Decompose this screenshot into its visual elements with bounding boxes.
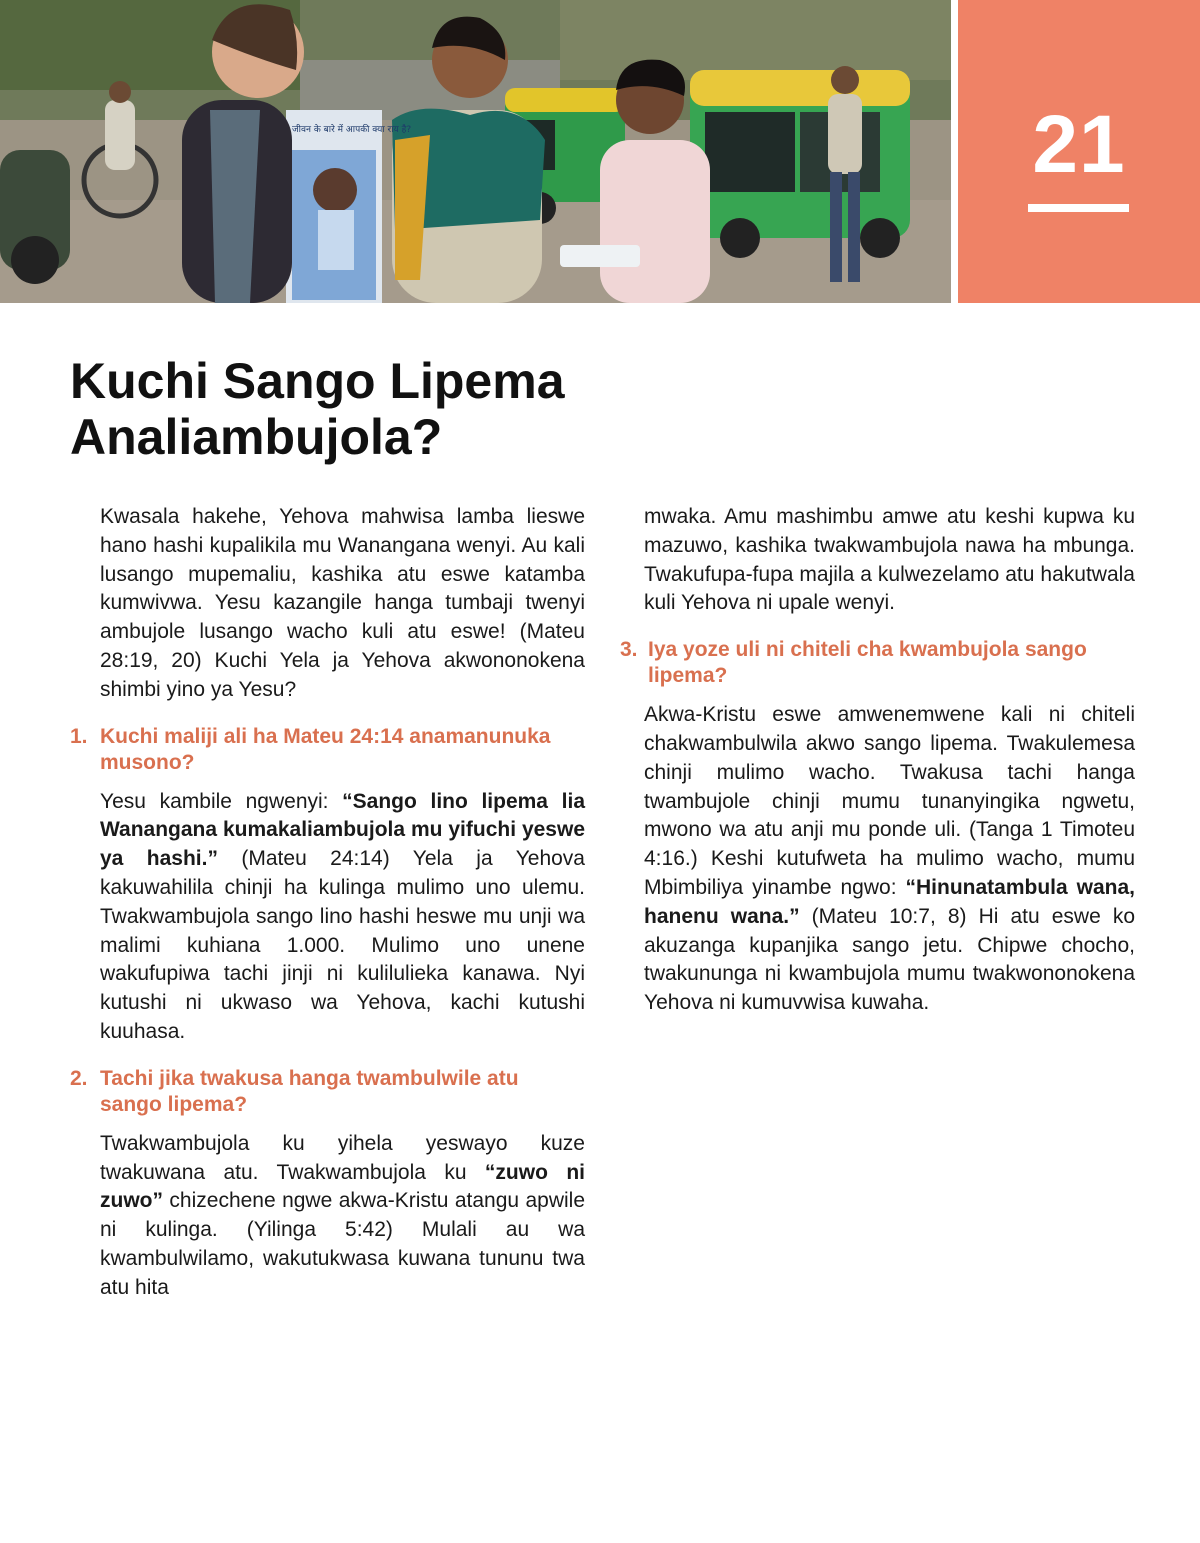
question-2-number: 2. <box>70 1066 88 1090</box>
right-column <box>620 503 1135 1037</box>
answer-2-text: Twakwambujola ku yihela yeswayo kuze twakuwana atu. Twakwambujola ku <box>100 1131 585 1184</box>
chapter-number: 21 <box>1032 99 1126 190</box>
answer-3-text-cont: (Mateu 10:7, 8) Hi atu eswe ko akuzanga kupanjika sango jetu. Chipwe chocho, twakununga ni kwambujola mumu twakwononokena Yehova ni kumuvwisa kuwaha. <box>644 904 1135 1015</box>
page-title <box>70 353 770 465</box>
question-1 <box>70 724 585 776</box>
answer-2-continuation: mwaka. Amu mashimbu amwe atu keshi kupwa ku mazuwo, kashika twakwambujola nawa ha mbunga. Twakufupa-fupa majila a kulwezelamo atu hakutwala kuli Yehova ni upale wenyi. <box>644 505 1135 615</box>
chapter-number-box <box>958 0 1200 303</box>
auto-rickshaw-2 <box>690 70 910 258</box>
street-scene-illustration <box>0 0 951 303</box>
answer-3-text: Akwa-Kristu eswe amwenemwene kali ni chiteli chakwambulwila akwo sango lipema. Twakulemesa chinji mulimo wacho. Twakusa tachi hanga twambujole chinji mumu tunanyingika ngwetu, mwono wa atu anji mu ponde uli. (Tanga 1 Timoteu 4:16.) Keshi kutufweta ha mulimo wacho, mumu Mbimbiliya yinambe ngwo: <box>644 703 1135 899</box>
answer-1-text-cont: (Mateu 24:14) Yela ja Yehova kakuwahilila chinji ha kulinga mulimo uno ulemu. Twakwambujola sango lino hashi heswe mu unji wa malimi kuhiana 1.000. Mulimo uno unene wakufupiwa tachi jinji ni kulilulieka kanawa. Nyi kutushi ni ukwaso wa Yehova, kachi kutushi kuuhasa. <box>100 847 585 1043</box>
page-title-line1: Kuchi Sango Lipema <box>70 353 565 409</box>
left-column <box>70 503 585 1322</box>
answer-3 <box>620 701 1135 1018</box>
answer-2-quote: “zuwo ni zuwo” <box>100 1160 585 1213</box>
poster-text: जीवन के बारे में आपकी क्या राय है? <box>292 125 412 135</box>
motorbike <box>0 150 70 284</box>
question-1-number: 1. <box>70 724 88 748</box>
question-3 <box>620 637 1135 689</box>
question-1-text: Kuchi maliji ali ha Mateu 24:14 anamanunuka musono? <box>100 724 551 774</box>
page-title-line2: Analiambujola? <box>70 409 443 465</box>
header-photo <box>0 0 951 303</box>
answer-2 <box>70 1130 585 1303</box>
answer-1-quote: “Sango lino lipema lia Wanangana kumakaliambujola mu yifuchi yeswe ya hashi.” <box>100 789 585 871</box>
answer-1-text: Yesu kambile ngwenyi: <box>100 789 343 813</box>
answer-1 <box>70 788 585 1047</box>
chapter-number-underline <box>1028 204 1129 212</box>
intro-paragraph: Kwasala hakehe, Yehova mahwisa lamba lieswe hano hashi kupalikila mu Wanangana wenyi. Au kali lusango mupemaliu, kashika atu eswe katamba kumwivwa. Yesu kazangile hanga tumbaji twenyi ambujole lusango wacho kuli atu eswe! (Mateu 28:19, 20) Kuchi Yela ja Yehova akwononokena shimbi yino ya Yesu? <box>100 505 585 701</box>
question-3-text: Iya yoze uli ni chiteli cha kwambujola sango lipema? <box>648 638 1087 688</box>
question-2-text: Tachi jika twakusa hanga twambulwile atu sango lipema? <box>100 1066 519 1116</box>
display-cart <box>286 110 382 303</box>
answer-2-text-cont: chizechene ngwe akwa-Kristu atangu apwile ni kulinga. (Yilinga 5:42) Mulali au wa kwambulwilamo, wakutukwasa kuwana tununu twa atu hita <box>100 1189 585 1299</box>
answer-3-quote: “Hinunatambula wana, hanenu wana.” <box>644 875 1135 928</box>
question-2 <box>70 1066 585 1118</box>
question-3-number: 3. <box>620 638 638 662</box>
